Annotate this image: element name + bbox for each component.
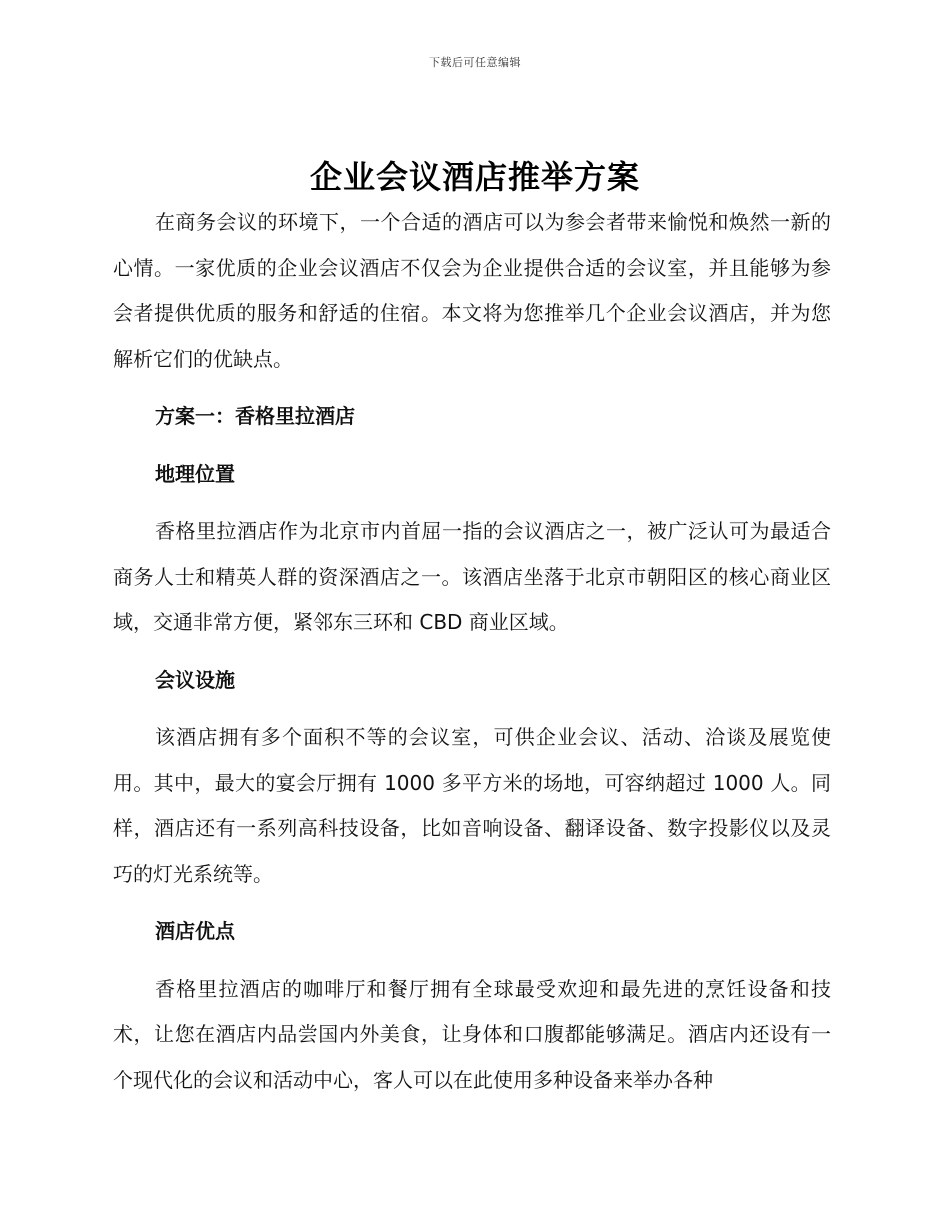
advantages-paragraph: 香格里拉酒店的咖啡厅和餐厅拥有全球最受欢迎和最先进的烹饪设备和技术，让您在酒店内品尝国内外美食，让身体和口腹都能够满足。酒店内还设有一个现代化的会议和活动中心，客人可以在此使用多种设备来举办各种 xyxy=(113,976,831,1092)
page-title: 企业会议酒店推举方案 xyxy=(309,158,640,196)
header-note: 下载后可任意编辑 xyxy=(429,56,521,69)
location-heading: 地理位置 xyxy=(155,461,235,486)
document-body xyxy=(113,200,831,1103)
intro-paragraph: 在商务会议的环境下，一个合适的酒店可以为参会者带来愉悦和焕然一新的心情。一家优质的企业会议酒店不仅会为企业提供合适的会议室，并且能够为参会者提供优质的服务和舒适的住宿。本文将为您推举几个企业会议酒店，并为您解析它们的优缺点。 xyxy=(113,210,831,371)
advantages-heading: 酒店优点 xyxy=(155,919,235,943)
location-paragraph: 香格里拉酒店作为北京市内首屈一指的会议酒店之一，被广泛认可为最适合商务人士和精英人群的资深酒店之一。该酒店坐落于北京市朝阳区的核心商业区域，交通非常方便，紧邻东三环和 CBD 商业区域。 xyxy=(113,519,831,634)
facilities-paragraph: 该酒店拥有多个面积不等的会议室，可供企业会议、活动、洽谈及展览使用。其中，最大的宴会厅拥有 1000 多平方米的场地，可容纳超过 1000 人。同样，酒店还有一系列高科技设备，比如音响设备、翻译设备、数字投影仪以及灵巧的灯光系统等。 xyxy=(113,725,831,886)
facilities-heading: 会议设施 xyxy=(155,667,235,692)
plan1-heading: 方案一：香格里拉酒店 xyxy=(155,404,355,428)
